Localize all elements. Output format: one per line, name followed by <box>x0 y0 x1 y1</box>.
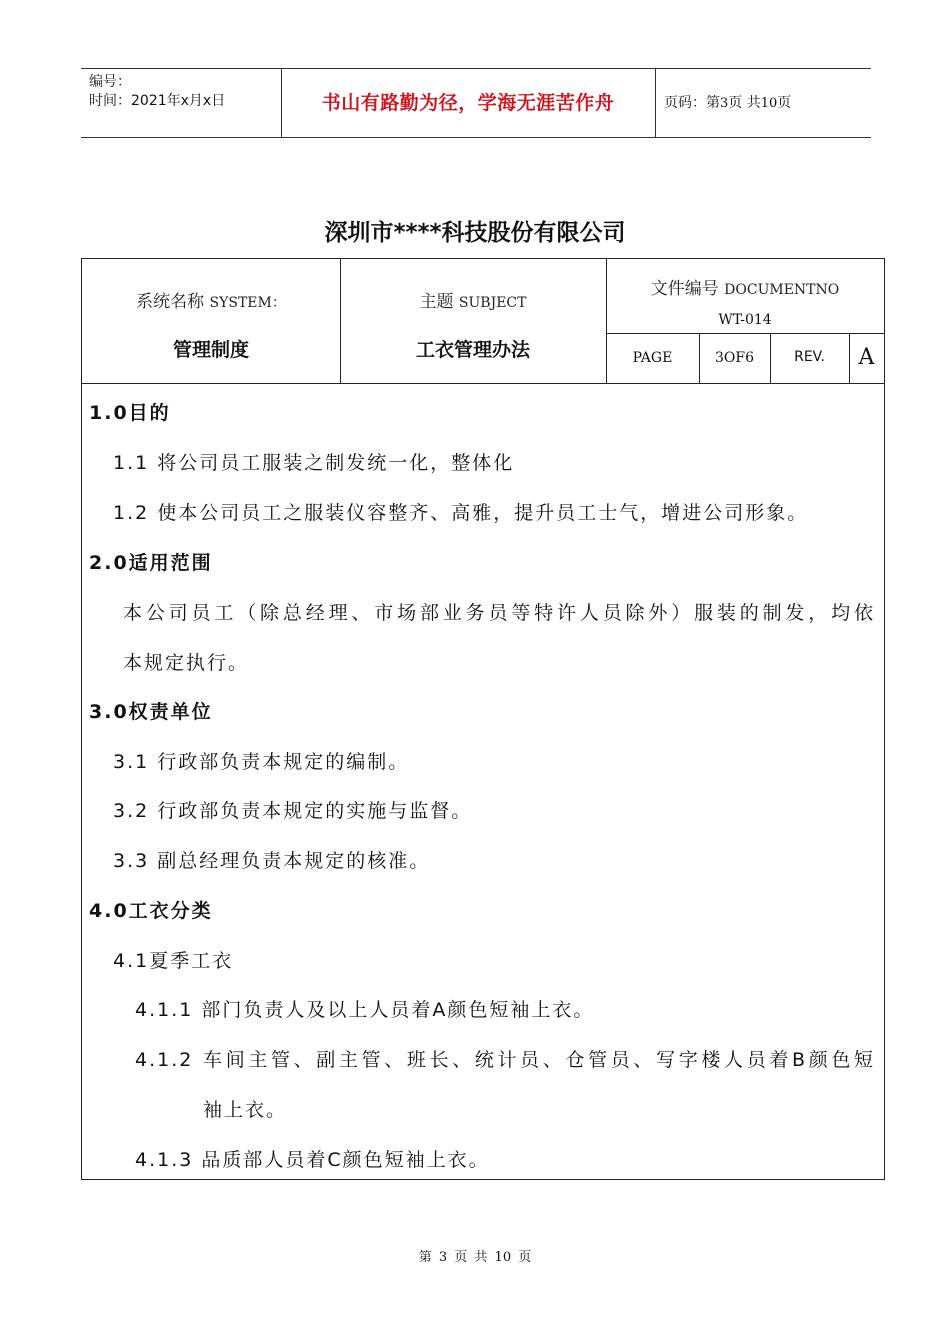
table-bottom-line <box>82 383 884 384</box>
rev-label-cell: REV. <box>794 349 825 365</box>
docno-label: 文件编号 DOCUMENTNO <box>650 279 840 299</box>
subject-value: 工衣管理办法 <box>415 339 530 361</box>
header-meta <box>89 73 225 111</box>
docno-value: WT-014 <box>718 312 772 328</box>
paragraph: 4.1.3 品质部人员着C颜色短袖上衣。 <box>135 1149 490 1171</box>
system-value: 管理制度 <box>172 339 249 361</box>
table-row-line <box>606 333 884 334</box>
paragraph: 4.1.1 部门负责人及以上人员着A颜色短袖上衣。 <box>135 999 595 1021</box>
section-heading: 4.0工衣分类 <box>89 900 213 922</box>
doc-number-label: 编号： <box>89 74 131 90</box>
section-heading: 2.0适用范围 <box>89 552 213 574</box>
page-label: 页码：第 <box>664 95 720 111</box>
rev-value-cell: A <box>858 345 875 370</box>
paragraph: 3.1 行政部负责本规定的编制。 <box>113 751 410 773</box>
paragraph: 3.2 行政部负责本规定的实施与监督。 <box>113 800 473 822</box>
paragraph: 4.1.2 车间主管、副主管、班长、统计员、仓管员、写字楼人员着B颜色短 <box>135 1049 875 1071</box>
page-mid: 页 共 <box>728 95 761 111</box>
paragraph: 本公司员工（除总经理、市场部业务员等特许人员除外）服装的制发，均依 <box>123 602 875 624</box>
subject-label: 主题 SUBJECT <box>419 292 527 312</box>
paragraph: 1.2 使本公司员工之服装仪容整齐、高雅，提升员工士气，增进公司形象。 <box>113 502 809 524</box>
paragraph: 1.1 将公司员工服装之制发统一化，整体化 <box>113 452 515 474</box>
header-divider <box>655 69 656 137</box>
paragraph: 3.3 副总经理负责本规定的核准。 <box>113 850 431 872</box>
table-col-line <box>340 259 341 383</box>
date-label: 时间：2021年x月x日 <box>89 93 226 109</box>
section-heading: 3.0权责单位 <box>89 701 213 723</box>
page-current: 3 <box>720 96 729 111</box>
system-label: 系统名称 SYSTEM： <box>136 292 286 312</box>
page-value-cell: 3OF6 <box>714 350 754 366</box>
paragraph: 袖上衣。 <box>203 1099 288 1121</box>
page-footer: 第 3 页 共 10 页 <box>418 1250 532 1265</box>
company-title: 深圳市****科技股份有限公司 <box>324 220 626 246</box>
paragraph: 本规定执行。 <box>123 652 250 674</box>
page-suffix: 页 <box>777 95 792 111</box>
header-motto: 书山有路勤为径，学海无涯苦作舟 <box>321 92 615 114</box>
header-page-indicator <box>664 69 791 137</box>
page-total: 10 <box>760 96 778 111</box>
page-header <box>81 68 871 138</box>
section-heading: 1.0目的 <box>89 402 171 424</box>
page-label-cell: PAGE <box>632 350 673 366</box>
sub-heading: 4.1夏季工衣 <box>113 950 234 972</box>
